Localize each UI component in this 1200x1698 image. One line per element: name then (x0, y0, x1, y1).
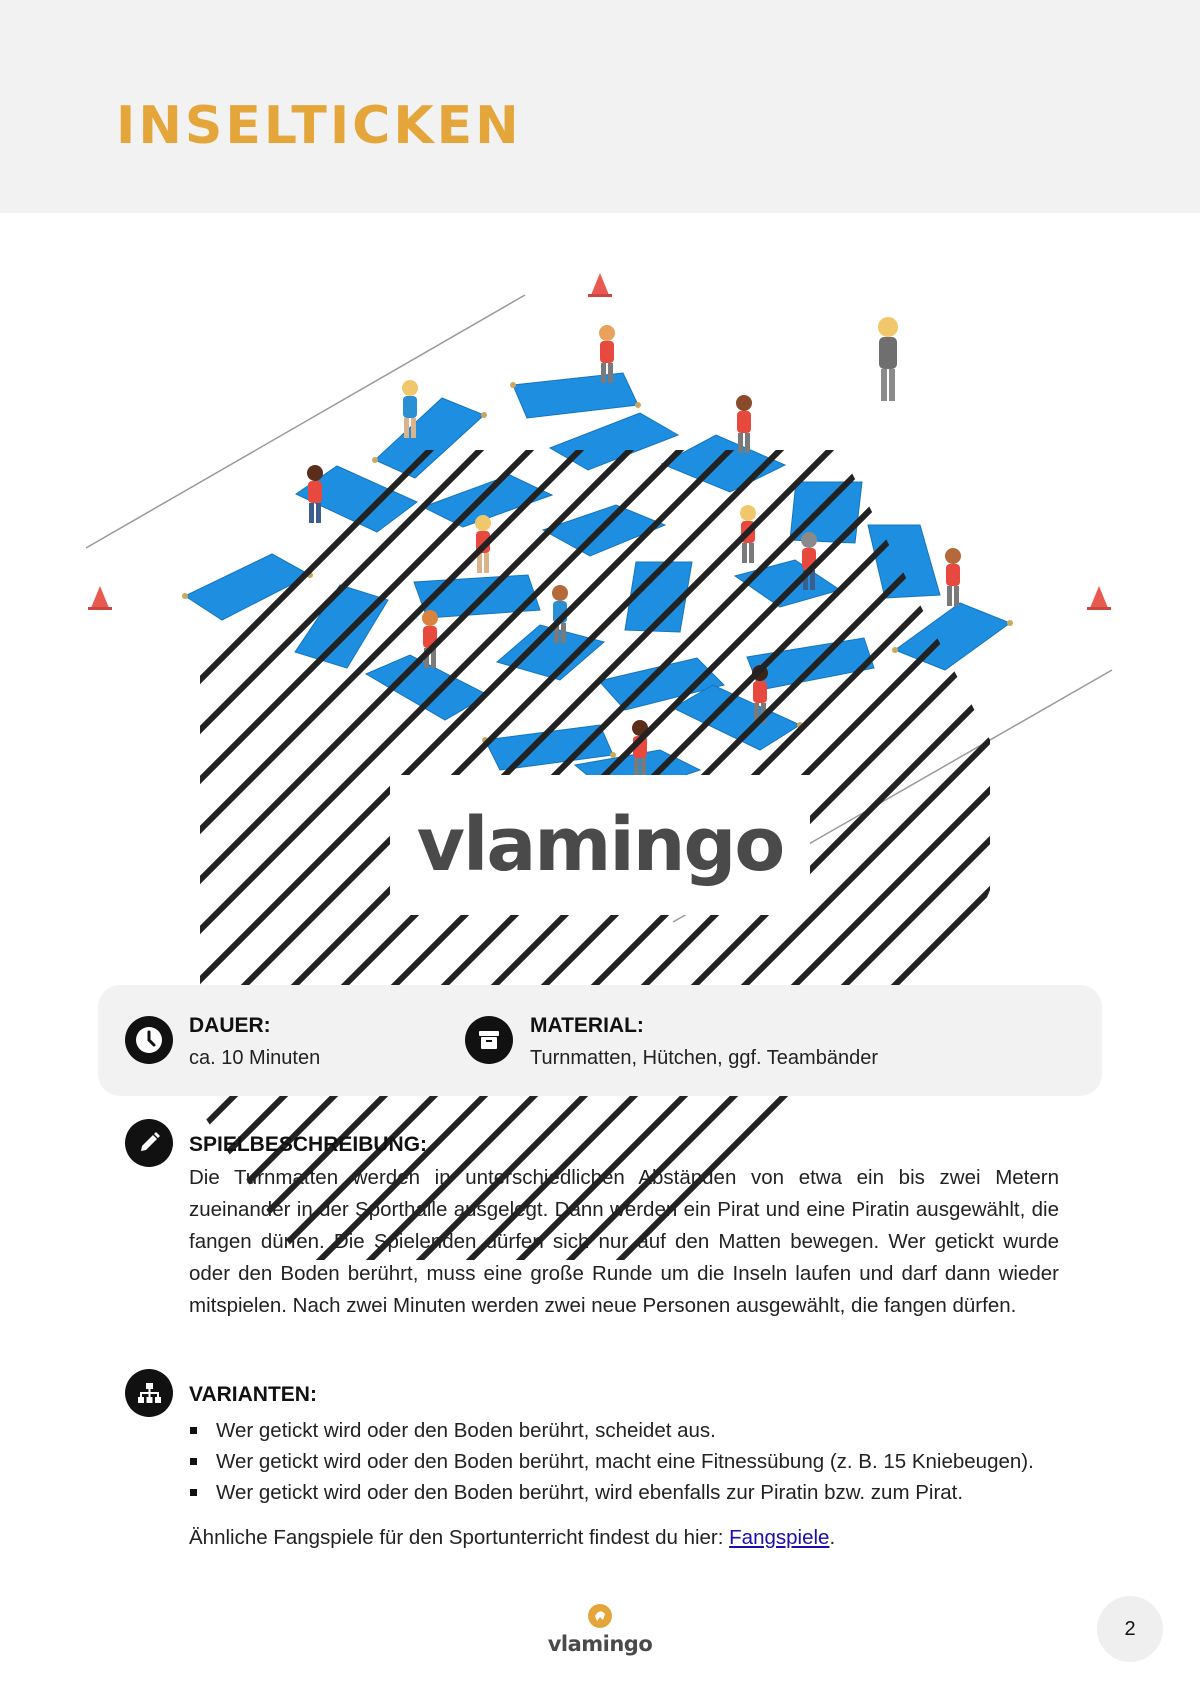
hierarchy-icon (125, 1369, 173, 1417)
list-item: Wer getickt wird oder den Boden berührt, wird ebenfalls zur Piratin bzw. zum Pirat. (189, 1477, 1034, 1508)
info-box (98, 985, 1102, 1096)
fangspiele-link[interactable]: Fangspiele (729, 1526, 830, 1549)
description-text: Die Turnmatten werden in unterschiedlichen Abständen von etwa ein bis zwei Metern zueinander in der Sporthalle ausgelegt. Dann werden ein Pirat und eine Piratin ausgewählt, die fangen dürfen. Die Spielenden dürfen sich nur auf den Matten bewegen. Wer getickt wurde oder den Boden berührt, muss eine große Runde um die Inseln laufen und darf dann wieder mitspielen. Nach zwei Minuten werden zwei neue Personen ausgewählt, die fangen dürfen. (189, 1166, 1059, 1317)
gym-mat (735, 560, 840, 607)
gym-mat (868, 525, 940, 598)
footer-logo-text: vlamingo (548, 1632, 652, 1656)
similar-games-line (189, 1526, 835, 1550)
footer-logo (548, 1602, 652, 1658)
duration-value: ca. 10 Minuten (189, 1047, 321, 1069)
page-header (0, 0, 1200, 213)
list-item: Wer getickt wird oder den Boden berührt, scheidet aus. (189, 1415, 1034, 1446)
cone-icon (88, 586, 112, 610)
gym-mat (790, 482, 862, 543)
variants-list (189, 1415, 1034, 1508)
cone-icon (1087, 586, 1111, 610)
cone-icon (588, 273, 612, 297)
player (307, 465, 323, 523)
gym-mat (513, 373, 638, 418)
material-value: Turnmatten, Hütchen, ggf. Teambänder (530, 1047, 878, 1069)
player (945, 548, 961, 606)
similar-games-text: Ähnliche Fangspiele für den Sportunterricht findest du hier: (189, 1526, 730, 1549)
duration-label: DAUER: (189, 1014, 271, 1037)
box-icon (465, 1016, 513, 1064)
pencil-icon (125, 1119, 173, 1167)
clock-icon (125, 1016, 173, 1064)
watermark-logo: vlamingo (416, 802, 784, 888)
similar-games-suffix: . (829, 1526, 836, 1549)
page-number: 2 (1097, 1596, 1163, 1662)
description-title: SPIELBESCHREIBUNG: (189, 1133, 428, 1156)
gym-mat (895, 603, 1010, 670)
list-item: Wer getickt wird oder den Boden berührt, macht eine Fitnessübung (z. B. 15 Kniebeugen). (189, 1446, 1034, 1477)
page-title: INSELTICKEN (116, 96, 522, 156)
material-label: MATERIAL: (530, 1014, 644, 1037)
game-illustration (0, 270, 1200, 1260)
player (736, 395, 752, 453)
variants-title: VARIANTEN: (189, 1383, 317, 1406)
teacher (878, 317, 898, 401)
